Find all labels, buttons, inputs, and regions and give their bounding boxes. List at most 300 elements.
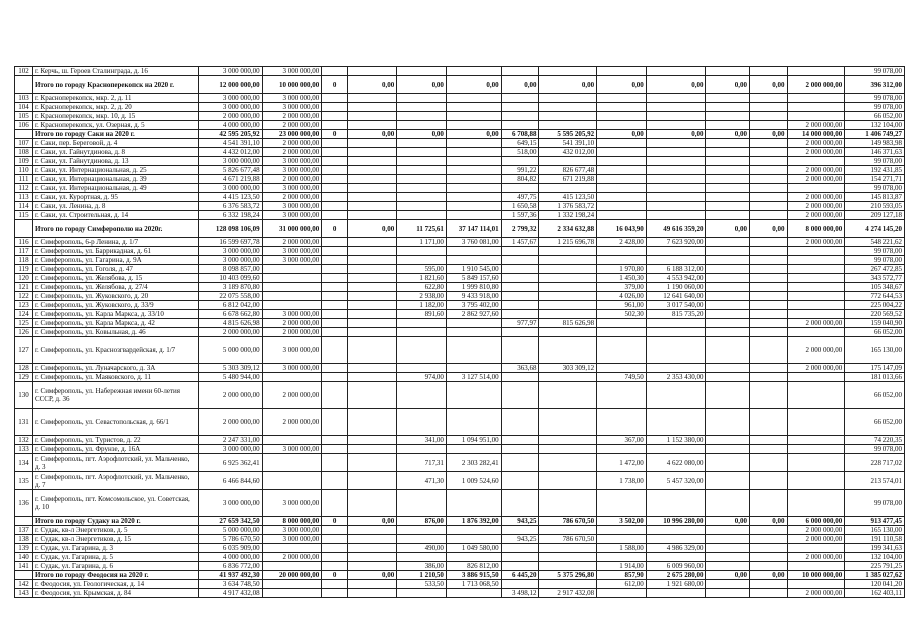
- cell-c4: 1 171,00: [397, 238, 447, 247]
- cell-c6: 943,25: [501, 535, 539, 544]
- cell-c6: [501, 103, 539, 112]
- table-row: [15, 202, 905, 211]
- cell-c3: [347, 364, 396, 373]
- cell-c1: 3 000 000,00: [262, 535, 322, 544]
- cell-c10: [706, 580, 749, 589]
- cell-c13: 1 385 027,62: [845, 571, 905, 580]
- cell-address: г. Судак, ул. Гагарина, д. 3: [32, 544, 198, 553]
- cell-address: г. Симферополь, ул. Желябова, д. 27/4: [32, 283, 198, 292]
- cell-c12: 2 000 000,00: [787, 76, 845, 94]
- cell-c9: [646, 382, 706, 409]
- cell-c6: [501, 436, 539, 445]
- cell-address: г. Симферополь, ул. Жуковского, д. 20: [32, 292, 198, 301]
- cell-c13: 99 078,00: [845, 256, 905, 265]
- cell-c12: 6 000 000,00: [787, 517, 845, 526]
- cell-c10: [706, 364, 749, 373]
- cell-c8: 502,30: [597, 310, 647, 319]
- cell-c9: [646, 256, 706, 265]
- cell-c9: [646, 103, 706, 112]
- table-row: [15, 292, 905, 301]
- cell-c1: 3 000 000,00: [262, 256, 322, 265]
- cell-c12: 14 000 000,00: [787, 130, 845, 139]
- cell-n: 136: [15, 490, 33, 517]
- cell-c13: 267 472,85: [845, 265, 905, 274]
- cell-address: г. Саки, ул. Ленина, д. 8: [32, 202, 198, 211]
- cell-c11: [749, 328, 787, 337]
- cell-c6: 6 445,20: [501, 571, 539, 580]
- cell-c6: 363,68: [501, 364, 539, 373]
- cell-c2: [322, 121, 348, 130]
- cell-c2: [322, 436, 348, 445]
- cell-c12: 2 000 000,00: [787, 364, 845, 373]
- cell-c4: [397, 382, 447, 409]
- cell-c4: [397, 364, 447, 373]
- cell-c13: 165 130,00: [845, 526, 905, 535]
- table-row: [15, 373, 905, 382]
- cell-c6: [501, 292, 539, 301]
- cell-c3: [347, 580, 396, 589]
- cell-c6: 1 457,67: [501, 238, 539, 247]
- cell-address: г. Симферополь, ул. Желябова, д. 15: [32, 274, 198, 283]
- cell-c4: 386,00: [397, 562, 447, 571]
- cell-c9: 815 735,20: [646, 310, 706, 319]
- cell-address: г. Симферополь, пгт. Аэрофлотский, ул. Мальченко, д. 3: [32, 454, 198, 472]
- cell-c11: [749, 580, 787, 589]
- cell-c2: [322, 67, 348, 76]
- cell-n: 143: [15, 589, 33, 598]
- cell-c7: [539, 472, 597, 490]
- cell-address: г. Симферополь, ул. Карла Маркса, д. 42: [32, 319, 198, 328]
- cell-address: г. Судак, ул. Гагарина, д. 5: [32, 553, 198, 562]
- cell-c12: [787, 436, 845, 445]
- cell-address: г. Судак, ул. Гагарина, д. 6: [32, 562, 198, 571]
- cell-c9: 1 921 680,00: [646, 580, 706, 589]
- cell-c1: [262, 544, 322, 553]
- cell-c3: [347, 67, 396, 76]
- cell-address: г. Саки, ул. Гайнутдинова, д. 13: [32, 157, 198, 166]
- cell-c3: [347, 283, 396, 292]
- cell-c1: [262, 373, 322, 382]
- cell-c13: 99 078,00: [845, 67, 905, 76]
- cell-total: 22 075 558,00: [198, 292, 262, 301]
- cell-c2: [322, 139, 348, 148]
- cell-n: 106: [15, 121, 33, 130]
- cell-n: 122: [15, 292, 33, 301]
- cell-total: 4 432 012,00: [198, 148, 262, 157]
- cell-total: 3 000 000,00: [198, 247, 262, 256]
- cell-c4: [397, 256, 447, 265]
- cell-address: г. Симферополь, ул. Гоголя, д. 47: [32, 265, 198, 274]
- cell-c8: [597, 166, 647, 175]
- cell-c4: [397, 445, 447, 454]
- cell-c11: [749, 562, 787, 571]
- cell-c7: 815 626,98: [539, 319, 597, 328]
- cell-c1: 3 000 000,00: [262, 490, 322, 517]
- cell-c7: [539, 544, 597, 553]
- cell-c6: [501, 256, 539, 265]
- cell-c3: [347, 238, 396, 247]
- cell-c10: [706, 301, 749, 310]
- cell-c10: 0,00: [706, 220, 749, 238]
- cell-c13: 159 040,90: [845, 319, 905, 328]
- cell-c1: 20 000 000,00: [262, 571, 322, 580]
- cell-c9: [646, 121, 706, 130]
- cell-c4: [397, 409, 447, 436]
- cell-c13: 105 348,67: [845, 283, 905, 292]
- cell-n: 104: [15, 103, 33, 112]
- cell-total: 6 376 583,72: [198, 202, 262, 211]
- cell-c11: [749, 193, 787, 202]
- cell-c3: [347, 94, 396, 103]
- cell-c2: [322, 319, 348, 328]
- cell-c5: [446, 166, 501, 175]
- table-row: [15, 364, 905, 373]
- cell-n: 128: [15, 364, 33, 373]
- cell-total: 27 659 342,50: [198, 517, 262, 526]
- cell-n: 124: [15, 310, 33, 319]
- cell-c10: [706, 454, 749, 472]
- cell-c10: [706, 535, 749, 544]
- cell-c12: [787, 310, 845, 319]
- cell-c1: [262, 472, 322, 490]
- cell-c5: [446, 328, 501, 337]
- cell-c1: [262, 301, 322, 310]
- cell-c3: [347, 544, 396, 553]
- cell-n: 142: [15, 580, 33, 589]
- cell-c9: 10 996 280,00: [646, 517, 706, 526]
- cell-c1: 2 000 000,00: [262, 193, 322, 202]
- cell-c8: [597, 121, 647, 130]
- cell-address: г. Керчь, ш. Героев Сталинграда, д. 16: [32, 67, 198, 76]
- cell-c9: [646, 139, 706, 148]
- cell-c12: 2 000 000,00: [787, 193, 845, 202]
- cell-address: г. Красноперекопск, ул. Озерная, д. 5: [32, 121, 198, 130]
- cell-c7: [539, 247, 597, 256]
- cell-c5: [446, 490, 501, 517]
- cell-c1: 2 000 000,00: [262, 409, 322, 436]
- cell-c1: 3 000 000,00: [262, 364, 322, 373]
- cell-c2: [322, 454, 348, 472]
- cell-c13: 132 104,00: [845, 121, 905, 130]
- cell-c3: [347, 139, 396, 148]
- cell-n: 130: [15, 382, 33, 409]
- cell-c1: 2 000 000,00: [262, 319, 322, 328]
- cell-c11: [749, 436, 787, 445]
- cell-c12: 2 000 000,00: [787, 553, 845, 562]
- table-body: [15, 67, 905, 598]
- cell-c10: [706, 319, 749, 328]
- cell-c10: [706, 310, 749, 319]
- cell-c12: [787, 256, 845, 265]
- cell-c8: [597, 157, 647, 166]
- table-row: [15, 544, 905, 553]
- table-row: [15, 301, 905, 310]
- cell-c4: [397, 319, 447, 328]
- cell-c12: [787, 103, 845, 112]
- cell-c5: 0,00: [446, 130, 501, 139]
- table-row: [15, 490, 905, 517]
- cell-total: 42 595 205,92: [198, 130, 262, 139]
- cell-c5: [446, 193, 501, 202]
- cell-c12: [787, 580, 845, 589]
- cell-n: 133: [15, 445, 33, 454]
- cell-c11: [749, 553, 787, 562]
- cell-c6: [501, 445, 539, 454]
- cell-c10: [706, 472, 749, 490]
- cell-c1: 10 000 000,00: [262, 76, 322, 94]
- cell-c13: 120 041,20: [845, 580, 905, 589]
- cell-c12: [787, 562, 845, 571]
- cell-total: 3 000 000,00: [198, 184, 262, 193]
- cell-total: 4 917 432,08: [198, 589, 262, 598]
- cell-c10: [706, 436, 749, 445]
- cell-c12: [787, 373, 845, 382]
- total-row: [15, 130, 905, 139]
- cell-c5: 0,00: [446, 76, 501, 94]
- cell-address: г. Феодосия, ул. Геологическая, д. 14: [32, 580, 198, 589]
- table-row: [15, 148, 905, 157]
- cell-c1: 3 000 000,00: [262, 247, 322, 256]
- cell-c5: 826 812,00: [446, 562, 501, 571]
- cell-total: 16 599 697,78: [198, 238, 262, 247]
- cell-c7: [539, 445, 597, 454]
- cell-c9: [646, 247, 706, 256]
- cell-c9: 6 188 312,00: [646, 265, 706, 274]
- cell-c2: [322, 103, 348, 112]
- cell-c7: [539, 562, 597, 571]
- cell-c2: [322, 211, 348, 220]
- cell-c6: [501, 472, 539, 490]
- cell-n: 137: [15, 526, 33, 535]
- cell-c12: 2 000 000,00: [787, 166, 845, 175]
- cell-c12: 10 000 000,00: [787, 571, 845, 580]
- cell-c5: [446, 319, 501, 328]
- cell-c5: [446, 382, 501, 409]
- cell-c11: [749, 544, 787, 553]
- cell-c7: [539, 301, 597, 310]
- cell-c6: 6 708,88: [501, 130, 539, 139]
- cell-address: г. Саки, ул. Курортная, д. 95: [32, 193, 198, 202]
- cell-c10: [706, 148, 749, 157]
- cell-total: 6 466 844,60: [198, 472, 262, 490]
- cell-c13: 149 983,98: [845, 139, 905, 148]
- cell-c12: [787, 67, 845, 76]
- cell-address: Итого по городу Красноперекопск на 2020 г.: [32, 76, 198, 94]
- cell-n: 117: [15, 247, 33, 256]
- cell-c9: [646, 319, 706, 328]
- cell-c13: 66 052,00: [845, 382, 905, 409]
- table-row: [15, 67, 905, 76]
- cell-address: г. Симферополь, ул. Краснозгвардейская, д. 1/7: [32, 337, 198, 364]
- cell-c9: [646, 67, 706, 76]
- cell-c4: 891,60: [397, 310, 447, 319]
- cell-address: Итого по городу Судаку на 2020 г.: [32, 517, 198, 526]
- cell-c3: [347, 562, 396, 571]
- cell-c6: [501, 337, 539, 364]
- cell-c10: [706, 112, 749, 121]
- table-row: [15, 238, 905, 247]
- cell-total: 3 000 000,00: [198, 256, 262, 265]
- cell-c9: [646, 157, 706, 166]
- cell-c10: [706, 274, 749, 283]
- cell-c12: 2 000 000,00: [787, 337, 845, 364]
- cell-c13: 210 593,05: [845, 202, 905, 211]
- cell-c6: [501, 373, 539, 382]
- cell-c12: [787, 184, 845, 193]
- table-row: [15, 472, 905, 490]
- cell-c12: [787, 544, 845, 553]
- cell-c1: [262, 265, 322, 274]
- cell-c9: [646, 94, 706, 103]
- cell-c12: 2 000 000,00: [787, 139, 845, 148]
- cell-c4: [397, 490, 447, 517]
- cell-c8: 2 428,00: [597, 238, 647, 247]
- cell-c7: [539, 490, 597, 517]
- cell-n: 112: [15, 184, 33, 193]
- cell-total: 6 925 362,41: [198, 454, 262, 472]
- cell-address: г. Симферополь, ул. Маяковского, д. 11: [32, 373, 198, 382]
- cell-c3: [347, 436, 396, 445]
- cell-c2: [322, 328, 348, 337]
- cell-c4: [397, 157, 447, 166]
- cell-c4: [397, 193, 447, 202]
- cell-c8: [597, 103, 647, 112]
- cell-c3: [347, 256, 396, 265]
- cell-c12: 2 000 000,00: [787, 526, 845, 535]
- cell-n: 115: [15, 211, 33, 220]
- table-row: [15, 580, 905, 589]
- cell-c11: [749, 319, 787, 328]
- cell-n: [15, 76, 33, 94]
- cell-total: 4 541 391,10: [198, 139, 262, 148]
- cell-n: 102: [15, 67, 33, 76]
- cell-c1: 3 000 000,00: [262, 337, 322, 364]
- table-row: [15, 121, 905, 130]
- cell-c3: [347, 535, 396, 544]
- cell-address: г. Симферополь, пгт. Комсомольское, ул. Советская, д. 10: [32, 490, 198, 517]
- cell-c10: [706, 382, 749, 409]
- table-row: [15, 274, 905, 283]
- cell-address: г. Саки, ул. Интернациональная, д. 25: [32, 166, 198, 175]
- table-row: [15, 157, 905, 166]
- cell-c2: [322, 535, 348, 544]
- cell-c9: [646, 202, 706, 211]
- cell-c3: [347, 112, 396, 121]
- cell-c9: 2 675 280,00: [646, 571, 706, 580]
- cell-c4: 0,00: [397, 76, 447, 94]
- cell-c11: [749, 184, 787, 193]
- cell-address: Итого по городу Феодосия на 2020 г.: [32, 571, 198, 580]
- cell-c8: [597, 382, 647, 409]
- cell-c4: [397, 67, 447, 76]
- cell-c10: [706, 409, 749, 436]
- cell-c4: 341,00: [397, 436, 447, 445]
- cell-c11: [749, 103, 787, 112]
- cell-c10: [706, 256, 749, 265]
- cell-c9: 4 986 329,00: [646, 544, 706, 553]
- cell-c13: 99 078,00: [845, 247, 905, 256]
- cell-c1: 2 000 000,00: [262, 139, 322, 148]
- cell-c8: [597, 67, 647, 76]
- cell-c11: [749, 265, 787, 274]
- cell-total: 2 000 000,00: [198, 382, 262, 409]
- cell-c8: [597, 364, 647, 373]
- cell-c5: [446, 184, 501, 193]
- cell-c4: 11 725,61: [397, 220, 447, 238]
- cell-c9: 49 616 359,20: [646, 220, 706, 238]
- cell-c10: [706, 67, 749, 76]
- cell-c11: [749, 373, 787, 382]
- cell-c3: [347, 589, 396, 598]
- cell-c2: 0: [322, 571, 348, 580]
- cell-c5: 5 849 157,60: [446, 274, 501, 283]
- cell-c8: 0,00: [597, 76, 647, 94]
- cell-c1: 23 000 000,00: [262, 130, 322, 139]
- cell-c2: [322, 373, 348, 382]
- cell-c7: [539, 310, 597, 319]
- cell-c1: 2 000 000,00: [262, 553, 322, 562]
- cell-c3: [347, 157, 396, 166]
- cell-c10: [706, 238, 749, 247]
- cell-c5: [446, 256, 501, 265]
- table-row: [15, 94, 905, 103]
- cell-c8: 1 738,00: [597, 472, 647, 490]
- cell-c7: 432 012,00: [539, 148, 597, 157]
- cell-c2: [322, 544, 348, 553]
- cell-c9: [646, 175, 706, 184]
- cell-c7: [539, 184, 597, 193]
- cell-c5: [446, 157, 501, 166]
- cell-c11: [749, 454, 787, 472]
- cell-total: 4 000 000,00: [198, 553, 262, 562]
- cell-c12: 2 000 000,00: [787, 148, 845, 157]
- cell-c2: [322, 301, 348, 310]
- cell-c6: 804,82: [501, 175, 539, 184]
- cell-c10: [706, 490, 749, 517]
- cell-c4: [397, 202, 447, 211]
- cell-c8: [597, 184, 647, 193]
- cell-c3: 0,00: [347, 130, 396, 139]
- cell-n: 121: [15, 283, 33, 292]
- cell-c5: [446, 409, 501, 436]
- cell-c3: [347, 409, 396, 436]
- cell-c3: [347, 202, 396, 211]
- cell-c11: [749, 94, 787, 103]
- cell-c1: 3 000 000,00: [262, 94, 322, 103]
- cell-c10: [706, 445, 749, 454]
- table-row: [15, 319, 905, 328]
- table-row: [15, 535, 905, 544]
- cell-c11: [749, 175, 787, 184]
- cell-c13: 4 274 145,20: [845, 220, 905, 238]
- cell-c5: 37 147 114,01: [446, 220, 501, 238]
- cell-c13: 165 130,00: [845, 337, 905, 364]
- cell-c5: [446, 589, 501, 598]
- cell-c11: [749, 589, 787, 598]
- cell-c1: 3 000 000,00: [262, 103, 322, 112]
- cell-c7: [539, 121, 597, 130]
- cell-c5: [446, 247, 501, 256]
- cell-c9: [646, 409, 706, 436]
- cell-total: 3 189 870,80: [198, 283, 262, 292]
- cell-c10: [706, 184, 749, 193]
- cell-c3: [347, 247, 396, 256]
- cell-c3: [347, 103, 396, 112]
- cell-c8: [597, 526, 647, 535]
- cell-c2: [322, 274, 348, 283]
- cell-c13: 99 078,00: [845, 445, 905, 454]
- cell-c2: [322, 283, 348, 292]
